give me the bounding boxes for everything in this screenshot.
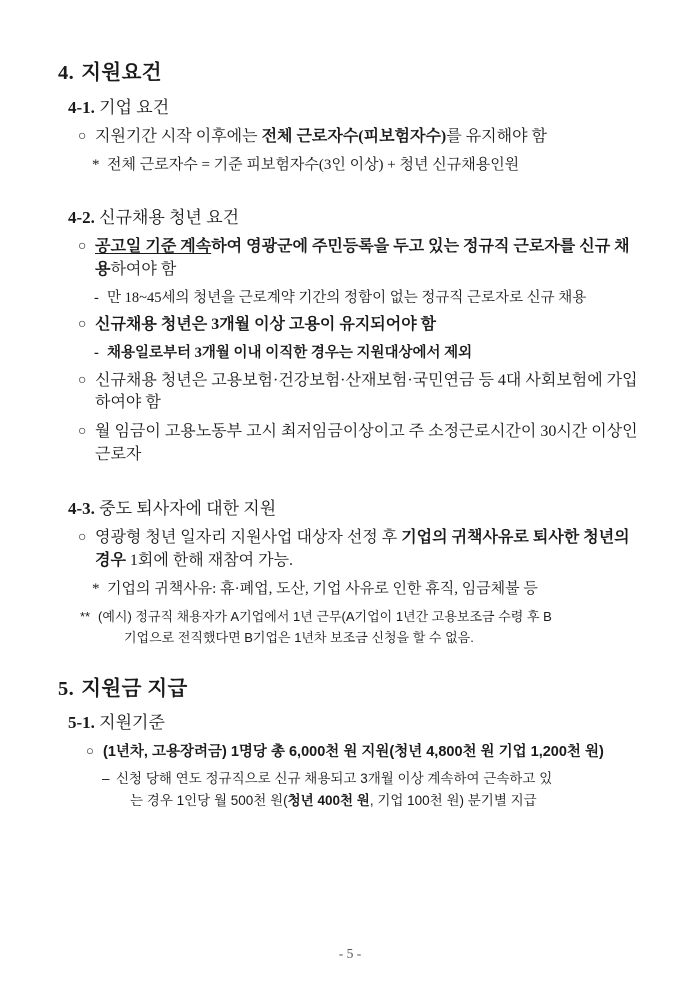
section-5-number: 5. <box>58 677 75 700</box>
double-asterisk-icon: ** <box>80 608 91 624</box>
subbullet-4-2-1 <box>58 288 644 309</box>
bullet-4-2-2 <box>58 314 644 337</box>
bullet-4-1-1-post: 를 유지해야 함 <box>446 128 547 146</box>
spacer <box>58 473 644 499</box>
spacer <box>58 652 644 678</box>
subsection-4-3-number: 4-3. <box>68 498 95 518</box>
section-heading-5 <box>58 678 644 701</box>
document-body <box>58 62 644 815</box>
subbullet-5-1-1-line2-post: , 기업 100천 원) 분기별 지급 <box>369 792 537 808</box>
circle-bullet-icon: ○ <box>78 530 87 546</box>
asterisk-icon: * <box>92 156 100 173</box>
bullet-4-1-1 <box>58 126 644 149</box>
bullet-4-2-4 <box>58 421 644 466</box>
bullet-4-1-1-text <box>95 126 644 149</box>
bullet-4-2-1-bold: 하여 영광군에 주민등록을 두고 있는 정규직 근로자를 신규 채용 <box>95 238 630 279</box>
asterisk-icon: * <box>92 580 100 597</box>
subbullet-4-2-1-text: 만 18~45세의 청년을 근로계약 기간의 정함이 없는 정규직 근로자로 신규 채용 <box>107 289 587 306</box>
subbullet-5-1-1 <box>58 768 644 812</box>
bullet-4-1-1-pre: 지원기간 시작 이후에는 <box>95 128 262 146</box>
subsection-5-1-title: 지원기준 <box>99 713 165 733</box>
subbullet-5-1-1-line2 <box>116 790 644 812</box>
subsection-heading-4-2 <box>58 208 644 228</box>
section-5-title: 지원금 지급 <box>81 677 188 700</box>
note-4-1-1-text: 전체 근로자수 = 기준 피보험자수(3인 이상) + 청년 신규채용인원 <box>107 156 520 173</box>
note-4-3-2 <box>58 606 644 648</box>
subsection-heading-4-3 <box>58 499 644 519</box>
section-4-number: 4. <box>58 62 75 84</box>
bullet-4-2-1-underlined: 공고일 기준 계속 <box>95 238 212 256</box>
subbullet-5-1-1-emphasis: 청년 400천 원 <box>287 792 370 808</box>
note-4-1-1 <box>58 155 644 176</box>
subsection-4-1-title: 기업 요건 <box>99 97 170 117</box>
subsection-4-2-number: 4-2. <box>68 207 95 227</box>
bullet-4-2-1 <box>58 236 644 281</box>
spacer <box>58 182 644 208</box>
dash-bullet-icon: - <box>94 345 99 362</box>
circle-bullet-icon: ○ <box>78 372 87 388</box>
subsection-5-1-number: 5-1. <box>68 713 95 733</box>
section-4-title: 지원요건 <box>81 62 162 84</box>
bullet-4-3-1-emphasis: 기업의 귀책사유로 퇴사한 청년의 경우 <box>95 529 630 569</box>
bullet-4-2-3 <box>58 370 644 415</box>
bullet-4-1-1-emphasis: 전체 근로자수(피보험자수) <box>261 128 447 146</box>
bullet-4-3-1-pre: 영광형 청년 일자리 지원사업 대상자 선정 후 <box>95 529 402 547</box>
dash-bullet-icon: – <box>102 770 110 786</box>
bullet-4-2-1-tail: 하여야 함 <box>110 261 177 279</box>
circle-bullet-icon: ○ <box>78 317 87 333</box>
subbullet-5-1-1-line2-pre: 는 경우 1인당 월 500천 원( <box>130 792 288 808</box>
subbullet-4-2-2-text: 채용일로부터 3개월 이내 이직한 경우는 지원대상에서 제외 <box>107 345 473 362</box>
subbullet-4-2-2 <box>58 343 644 364</box>
circle-bullet-icon: ○ <box>78 129 87 145</box>
circle-bullet-icon: ○ <box>86 742 94 758</box>
subsection-4-1-number: 4-1. <box>68 97 95 117</box>
note-4-3-2-line1: (예시) 정규직 채용자가 A기업에서 1년 근무(A기업이 1년간 고용보조금 수령 후 B <box>98 608 552 624</box>
note-4-3-2-text <box>98 606 644 648</box>
subbullet-5-1-1-text <box>116 768 644 812</box>
circle-bullet-icon: ○ <box>78 239 87 255</box>
note-4-3-1-text: 기업의 귀책사유: 휴·폐업, 도산, 기업 사유로 인한 휴직, 임금체불 등 <box>107 580 538 597</box>
section-heading-4 <box>58 62 644 85</box>
circle-bullet-icon: ○ <box>78 424 87 440</box>
note-4-3-1 <box>58 579 644 600</box>
bullet-4-2-3-text: 신규채용 청년은 고용보험·건강보험·산재보험·국민연금 등 4대 사회보험에 가입하여야 함 <box>95 371 638 412</box>
bullet-4-3-1 <box>58 527 644 572</box>
bullet-4-2-2-text: 신규채용 청년은 3개월 이상 고용이 유지되어야 함 <box>95 316 437 334</box>
note-4-3-2-line2: 기업으로 전직했다면 B기업은 1년차 보조금 신청을 할 수 없음. <box>124 629 474 645</box>
bullet-4-2-4-text: 월 임금이 고용노동부 고시 최저임금이상이고 주 소정근로시간이 30시간 이상인 근로자 <box>95 423 638 463</box>
bullet-4-3-1-post: 1회에 한해 재참여 가능. <box>125 551 294 569</box>
subsection-4-2-title: 신규채용 청년 요건 <box>99 207 240 227</box>
bullet-5-1-1-text: (1년차, 고용장려금) 1명당 총 6,000천 원 지원(청년 4,800천 원 기업 1,200천 원) <box>103 743 604 760</box>
dash-bullet-icon: - <box>94 289 99 306</box>
bullet-4-3-1-text <box>95 527 644 572</box>
bullet-4-2-1-text <box>95 236 644 281</box>
subsection-heading-4-1 <box>58 98 644 118</box>
subbullet-5-1-1-line1: 신청 당해 연도 정규직으로 신규 채용되고 3개월 이상 계속하여 근속하고 있 <box>116 770 553 786</box>
subsection-heading-5-1 <box>58 713 644 733</box>
subsection-4-3-title: 중도 퇴사자에 대한 지원 <box>99 498 277 518</box>
page-number: - 5 - <box>338 946 362 961</box>
bullet-5-1-1 <box>58 742 644 763</box>
